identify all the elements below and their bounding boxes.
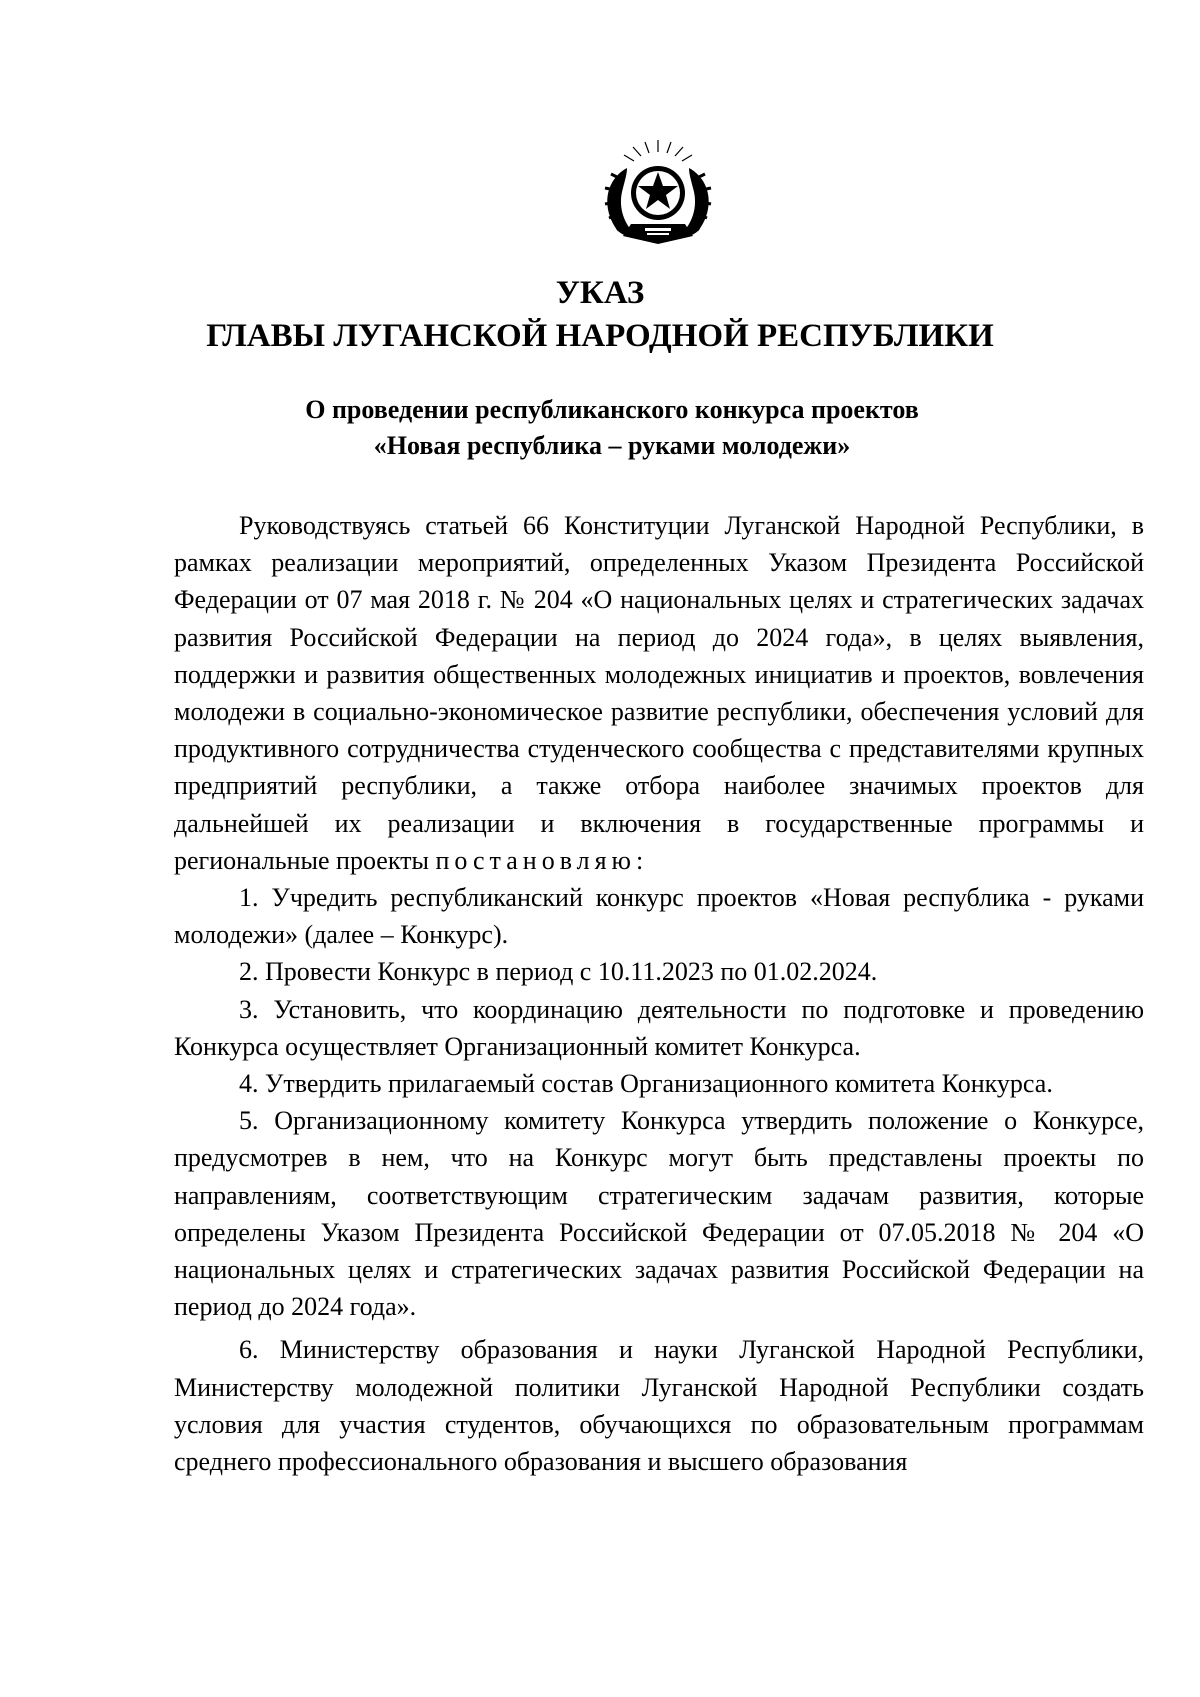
decree-subject-line1: О проведении республиканского конкурса проектов	[305, 395, 919, 424]
decree-title: УКАЗ	[555, 275, 645, 311]
coat-of-arms-icon	[597, 138, 719, 248]
preamble-text: Руководствуясь статьей 66 Конституции Луганской Народной Республики, в рамках реализации мероприятий, определенных Указом Президента Российской Федерации от 07 мая 2018 г. № 204 «О национальных целях и стратегических задачах развития Российской Федерации на период до 2024 года», в целях выявления, поддержки и развития общественных молодежных инициатив и проектов, вовлечения молодежи в социально-экономическое развитие республики, обеспечения условий для продуктивного сотрудничества студенческого сообщества с представителями крупных предприятий республики, а также отбора наиболее значимых проектов для дальнейшей их реализации и включения в государственные программы и региональные проекты	[174, 511, 1144, 875]
decree-item-1: 1. Учредить республиканский конкурс проектов «Новая республика - руками молодежи» (далее – Конкурс).	[174, 883, 1144, 950]
decree-item-3: 3. Установить, что координацию деятельности по подготовке и проведению Конкурса осуществляет Организационный комитет Конкурса.	[174, 994, 1144, 1061]
decree-item-5: 5. Организационному комитету Конкурса утвердить положение о Конкурсе, предусмотрев в нем, что на Конкурс могут быть представлены проекты по направлениям, соответствующим стратегическим задачам развития, которые определены Указом Президента Российской Федерации от 07.05.2018 № 204 «О национальных целях и стратегических задачах развития Российской Федерации на период до 2024 года».	[174, 1106, 1144, 1322]
decree-item-2: 2. Провести Конкурс в период с 10.11.2023 по 01.02.2024.	[239, 957, 878, 987]
preamble-colon: :	[635, 845, 644, 875]
decree-subject-line2: «Новая республика – руками молодежи»	[373, 431, 851, 460]
decree-body	[174, 507, 1144, 1480]
preamble-emphasis: постановляю	[435, 845, 636, 875]
decree-issuer: ГЛАВЫ ЛУГАНСКОЙ НАРОДНОЙ РЕСПУБЛИКИ	[206, 318, 994, 354]
decree-item-6: 6. Министерству образования и науки Луганской Народной Республики, Министерству молодежной политики Луганской Народной Республики создать условия для участия студентов, обучающихся по образовательным программам среднего профессионального образования и высшего образования	[174, 1335, 1144, 1477]
decree-item-4: 4. Утвердить прилагаемый состав Организационного комитета Конкурса.	[239, 1069, 1053, 1099]
preamble-paragraph	[174, 507, 1144, 879]
